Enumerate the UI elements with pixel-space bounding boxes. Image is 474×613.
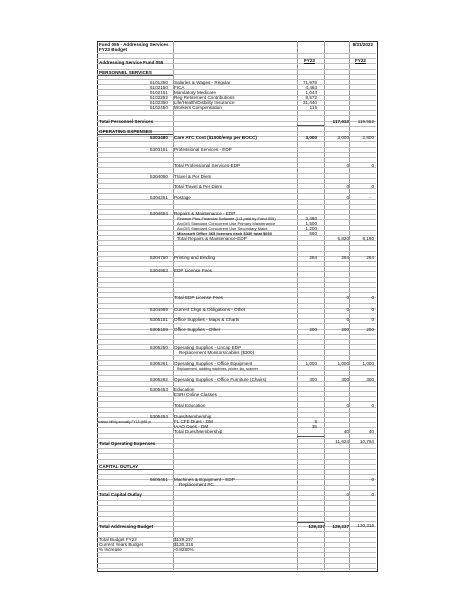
grid-line [97,459,376,460]
edu-desc: Education [174,387,195,392]
subtotal-rule [297,522,324,523]
repairs-total-fy22: 8,160 [362,236,374,241]
budget-total-fy23: 129,237 [332,524,349,529]
operating-heading: OPERATING EXPENSES [99,129,153,134]
atc-desc: Care ATC Cost ($1500/emp per BOCC) [174,135,257,140]
edu-total-fy22: 0 [371,403,374,408]
personnel-amount: 31,440 [302,100,317,105]
license-code: 5304953 [150,268,168,273]
grid-line [97,173,376,174]
dues-desc: Dues/Membership [174,414,212,419]
postage-fy22: - [369,195,371,200]
grid-line [97,485,376,486]
subtotal-rule [297,436,324,437]
grid-line [97,339,376,340]
personnel-code: 5102151 [150,90,168,95]
grid-line [97,557,376,558]
prof-code: 5303151 [150,147,168,152]
grid-line [97,277,376,278]
license-total-label: Total EDP License Fees [174,295,223,300]
grid-line [97,53,376,54]
repairs-item-amount: 660 [309,231,317,236]
personnel-desc: Mandatory Medicare [174,90,216,95]
other-desc: Current Chgs & Obligations - Other [174,307,246,312]
personnel-total-fy22: 119,552 [357,119,374,124]
grid-line [97,199,376,200]
grid-line [97,329,376,330]
maps-fy22: 0 [371,317,374,322]
repairs-code: 5304654 [150,211,168,216]
travel-total-label: Total Travel & Per Diem [174,184,223,189]
license-total-fy23: 0 [346,295,349,300]
edu-sub: ESRI Online Classes [174,392,217,397]
grid-line [97,433,376,434]
grid-line [97,563,376,564]
personnel-code: 5102350 [150,100,168,105]
grid-line [97,256,376,257]
grid-line [97,178,376,179]
grid-line [97,547,376,548]
grid-line [97,417,376,418]
repairs-item-amount: 1,500 [305,221,317,226]
atc-code: 5303480 [150,135,168,140]
personnel-code: 5102252 [150,95,168,100]
grid-line [97,245,376,246]
budget-total-fy22: 130,316 [357,523,374,528]
grid-line [97,89,376,90]
heading-underline [97,469,173,470]
personnel-desc: FICA [174,85,185,90]
grid-line [97,79,376,80]
edu-total-fy23: 0 [346,403,349,408]
grid-line [97,147,376,148]
grid-line [97,427,376,428]
budget-total-amount: 129,237 [308,524,325,529]
edu-total-label: Total Education [174,403,206,408]
repairs-item-amount: 3,460 [305,216,317,221]
grid-line [97,100,376,101]
travel-desc: Travel & Per Diem [174,174,212,179]
atc-amount: 3,000 [305,135,317,140]
grid-line [97,204,376,205]
grid-line [97,464,376,465]
grid-line [97,193,376,194]
uncap-desc: Operating Supplies - Uncap EDP [174,345,242,350]
prof-total-label: Total Professional Services-EDP [174,163,241,168]
printing-amount: 264 [309,255,317,260]
dues-total-fy23: 40 [343,429,349,434]
repairs-item-desc: Finance Plus-Financial Software (1/3 paid by Fund 005) [177,216,276,221]
license-desc: EDP License Fees [174,268,212,273]
personnel-amount: 4,463 [305,85,317,90]
grid-line [97,303,376,304]
title-line-1: Fund 055 - Addressing Services [99,42,169,47]
license-total-fy22: 0 [371,295,374,300]
other-fy22: 0 [371,307,374,312]
prof-total-fy23: 0 [346,163,349,168]
repairs-total-fy23: 6,820 [337,236,349,241]
grid-line [97,183,376,184]
travel-code: 5304050 [150,174,168,179]
capital-total-fy23: 0 [346,492,349,497]
capital-desc: Machines & Equipment - EDP [174,477,235,482]
grid-line [97,261,376,262]
grid-line [97,448,376,449]
repairs-desc: Repairs & Maintenance - EDP [174,211,236,216]
grid-line [97,95,376,96]
prof-desc: Professional Services - EDP [174,147,232,152]
opequip-fy22: 1,000 [362,361,374,366]
grid-line [97,568,376,569]
grid-line [97,297,376,298]
printing-desc: Printing and Binding [174,255,216,260]
grid-line [97,531,376,532]
capital-sub: Replacement PC [179,482,214,487]
grid-line [97,152,376,153]
supother-fy23: 200 [341,327,349,332]
grid-line [97,490,376,491]
repairs-total-label: Total Repairs & Maintenance-EDP [177,236,247,241]
report-date: 8/31/2022 [352,42,373,47]
repairs-item-desc: ArcGIS Standard Concurrent Use Secondary Maint [177,226,268,231]
dues-total-fy22: 40 [368,429,374,434]
grid-line [97,500,376,501]
furn-fy22: 300 [366,377,374,382]
postage-desc: Postage [174,195,191,200]
personnel-amount: 71,979 [302,80,317,85]
grid-line [97,157,376,158]
opequip-sub: Replacement, addding machines, printer, fax, scanner [177,367,259,371]
prof-total-fy22: 0 [371,163,374,168]
dues-code: 5305454 [150,414,168,419]
personnel-amount: 1,044 [305,90,317,95]
dues-item-amount: 35 [311,424,317,429]
grid-line [97,266,376,267]
furn-code: 5305262 [150,377,168,382]
grid-line [97,401,376,402]
grid-line [97,126,376,127]
furn-desc: Operating Supplies - Office Furniture (Chairs) [174,377,267,382]
grid-line [97,412,376,413]
capital-total-label: Total Capital Outlay [99,492,142,497]
personnel-code: 5101250 [150,80,168,85]
personnel-heading: PERSONNEL SERVICES [99,70,152,75]
dues-total-label: Total Dues/Membership [174,429,223,434]
summary-label: Total Budget FY22 [99,537,137,542]
grid-line [97,334,376,335]
uncap-sub: Replacement Monitors/cables ($300) [179,350,255,355]
summary-value: -0.8280% [174,547,194,552]
summary-value: $129,237 [174,537,194,542]
dues-item-desc: IAAO Dues - DM [174,424,209,429]
grid-line [97,287,376,288]
budget-total-label: Total Addressing Budget [99,524,154,529]
grid-line [97,391,376,392]
personnel-desc: Reg Retirement Contributions [174,95,235,100]
dues-note: started billing annually FY18 @$5 yr [98,420,152,424]
other-fy23: 0 [346,307,349,312]
grid-line [97,386,376,387]
uncap-code: 5305250 [150,345,168,350]
atc-fy23: 3,000 [337,135,349,140]
grid-line [97,110,376,111]
grid-line [97,251,376,252]
postage-fy23: 0 [346,195,349,200]
grid-line [97,323,376,324]
grid-line [97,209,376,210]
heading-underline [97,75,173,76]
supother-code: 5305159 [150,327,168,332]
grid-line [97,271,376,272]
summary-label: % Increase [99,547,122,552]
other-code: 5304959 [150,307,168,312]
repairs-item-desc: ArcGIS Standard Concurrent Use Primary Maintenance [177,221,276,226]
personnel-desc: Salaries & Wages - Regular [174,80,231,85]
postage-code: 5304251 [150,195,168,200]
supother-fy22: 200 [366,327,374,332]
budget-sheet [97,41,376,570]
printing-fy22: 264 [366,255,374,260]
travel-total-fy22: 0 [371,184,374,189]
operating-total-fy23: 11,624 [335,439,349,444]
atc-fy22: 2,800 [362,135,374,140]
supother-amount: 200 [309,327,317,332]
furn-fy23: 300 [341,377,349,382]
personnel-code: 5102450 [150,105,168,110]
summary-value: $130,316 [174,542,194,547]
opequip-desc: Operating Supplies - Office Equipment [174,361,253,366]
grid-line [97,552,376,553]
section-title: Addressing Service Fund 055 [99,60,164,65]
operating-total-fy22: 10,764 [359,439,374,444]
capital-total-fy22: 0 [371,492,374,497]
personnel-amount: 115 [309,105,317,110]
capital-heading: CAPITAL OUTLAY [99,464,139,469]
grid-line [97,474,376,475]
subtotal-rule [297,125,324,126]
title-line-2: FY23 Budget [99,47,128,52]
dues-item-amount: 5 [314,419,317,424]
grid-line [97,84,376,85]
operating-total-label: Total Operating Expenses [99,441,156,446]
grid-line [97,313,376,314]
personnel-amount: 8,572 [305,95,317,100]
grid-line [97,188,376,189]
col-header-fy23: FY23 [304,58,315,63]
grid-line [97,453,376,454]
grid-line [97,282,376,283]
summary-label: Current Years Budget [99,542,143,547]
travel-total-fy23: 0 [346,184,349,189]
grid-line [97,511,376,512]
opequip-fy23: 1,000 [337,361,349,366]
dues-item-desc: FL CFE Dues - DM [174,419,213,424]
opequip-amount: 1,000 [305,361,317,366]
repairs-item-amount: 1,200 [305,226,317,231]
personnel-desc: Workers Compensation [174,105,222,110]
capital-fy22: 0 [371,477,374,482]
grid-line [97,438,376,439]
opequip-code: 5305261 [150,361,168,366]
personnel-total-fy23: 117,613 [332,119,349,124]
grid-line [97,396,376,397]
grid-line [97,516,376,517]
grid-line [97,292,376,293]
personnel-total-label: Total Personnel Services [99,119,154,124]
grid-line [97,105,376,106]
supother-desc: Office Supplies - Other [174,327,221,332]
maps-code: 5305151 [150,317,168,322]
personnel-desc: Life/Health/Disbility Insurance [174,100,235,105]
grid-line [97,505,376,506]
printing-code: 5304750 [150,255,168,260]
maps-desc: Office Supplies - Maps & Charts [174,317,240,322]
maps-fy23: 0 [346,317,349,322]
grid-line [97,479,376,480]
col-header-fy22: FY22 [355,58,366,63]
grid-line [97,141,376,142]
grid-line [97,521,376,522]
repairs-item-desc: Microsoft Office 365 licenses each $330 total $660 [177,231,272,236]
personnel-code: 5102150 [150,85,168,90]
printing-fy23: 264 [341,255,349,260]
grid-line [97,407,376,408]
capital-code: 5606451 [150,477,168,482]
edu-code: 5305453 [150,387,168,392]
grid-line [97,537,376,538]
grid-line [97,115,376,116]
furn-amount: 300 [309,377,317,382]
